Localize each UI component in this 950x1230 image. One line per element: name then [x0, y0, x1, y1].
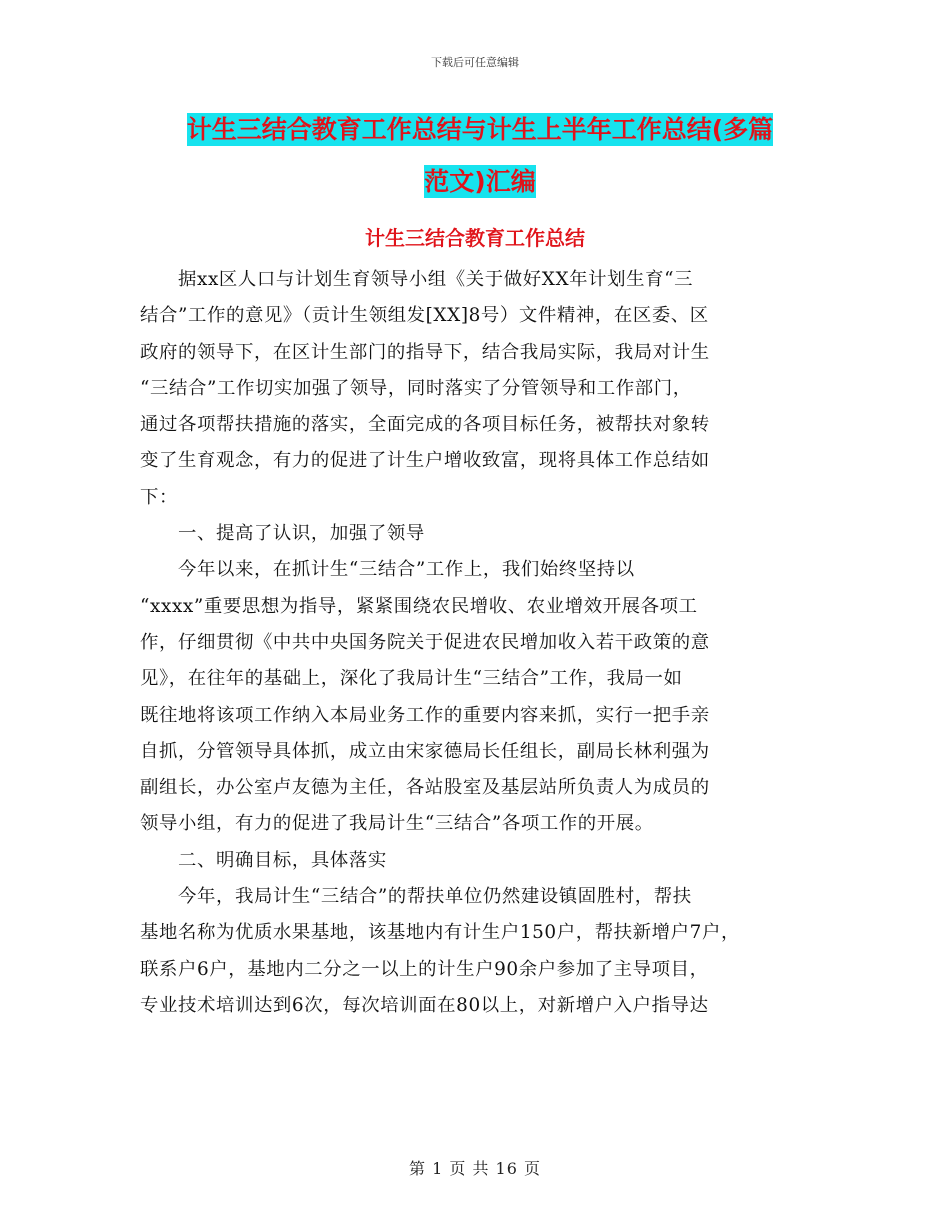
body-line: 基地名称为优质水果基地，该基地内有计生户150户，帮扶新增户7户，: [140, 922, 740, 944]
body-line: “三结合”工作切实加强了领导，同时落实了分管领导和工作部门，: [140, 377, 692, 399]
title-line-2: 范文)汇编: [424, 167, 536, 196]
document-title: [140, 104, 820, 208]
body-line: 今年，我局计生“三结合”的帮扶单位仍然建设镇固胜村，帮扶: [140, 886, 692, 908]
body-line: 联系户6户，基地内二分之一以上的计生户90余户参加了主导项目，: [140, 958, 709, 980]
body-line: 副组长，办公室卢友德为主任，各站股室及基层站所负责人为成员的: [140, 777, 710, 799]
header-note: 下载后可任意编辑: [431, 56, 519, 69]
body-line: 领导小组，有力的促进了我局计生“三结合”各项工作的开展。: [140, 813, 654, 835]
body-line: 据xx区人口与计划生育领导小组《关于做好XX年计划生育“三: [140, 269, 694, 290]
page-footer: 第 1 页 共 16 页: [409, 1159, 541, 1178]
body-line: 见》，在往年的基础上，深化了我局计生“三结合”工作，我局一如: [140, 668, 683, 690]
section-title: 计生三结合教育工作总结: [365, 226, 585, 250]
body-line: 通过各项帮扶措施的落实，全面完成的各项目标任务，被帮扶对象转: [140, 414, 710, 436]
body-line: 自抓，分管领导具体抓，成立由宋家德局长任组长，副局长林利强为: [140, 740, 710, 762]
body-text: [140, 262, 808, 1024]
body-line: 一、提高了认识，加强了领导: [140, 523, 425, 545]
body-line: 变了生育观念，有力的促进了计生户增收致富，现将具体工作总结如: [140, 450, 710, 472]
body-line: 既往地将该项工作纳入本局业务工作的重要内容来抓，实行一把手亲: [140, 704, 710, 726]
title-line-1: 计生三结合教育工作总结与计生上半年工作总结(多篇: [186, 115, 774, 144]
body-line: 下：: [140, 486, 178, 508]
body-line: 政府的领导下，在区计生部门的指导下，结合我局实际，我局对计生: [140, 341, 710, 363]
body-line: 今年以来，在抓计生“三结合”工作上，我们始终坚持以: [140, 559, 635, 581]
body-line: 专业技术培训达到6次，每次培训面在80以上，对新增户入户指导达: [140, 994, 709, 1016]
body-line: 作，仔细贯彻《中共中央国务院关于促进农民增加收入若干政策的意: [140, 631, 710, 653]
body-line: 结合”工作的意见》（贡计生领组发[XX]8号）文件精神，在区委、区: [140, 305, 709, 327]
body-line: 二、明确目标，具体落实: [140, 849, 387, 871]
body-line: “xxxx”重要思想为指导，紧紧围绕农民增收、农业增效开展各项工: [140, 595, 698, 617]
